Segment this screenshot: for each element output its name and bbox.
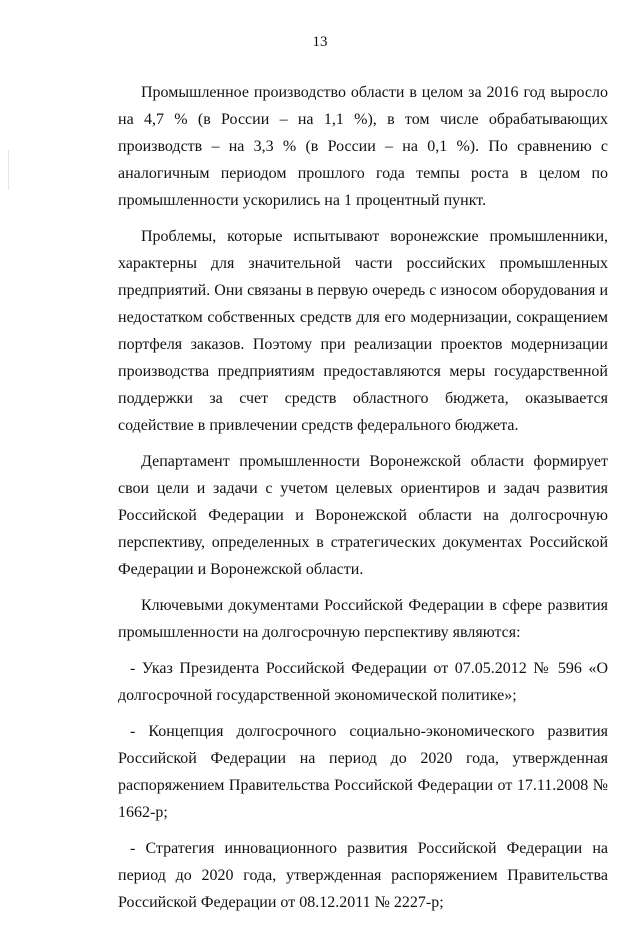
list-item-presidential-decree: - Указ Президента Российской Федерации от 07.05.2012 № 596 «О долгосрочной государственной экономической политике»; <box>118 660 608 704</box>
paragraph-industrial-growth: Промышленное производство области в целом за 2016 год выросло на 4,7 % (в России – на 1,1 %), в том числе обрабатывающих производств – на 3,3 % (в России – на 0,1 %). По сравнению с аналогичным периодом прошлого года темпы роста в целом по промышленности ускорились на 1 процентный пункт. <box>118 84 608 209</box>
list-item-innovation-strategy: - Стратегия инновационного развития Российской Федерации на период до 2020 года, утвержденная распоряжением Правительства Российской Федерации от 08.12.2011 № 2227-р; <box>118 840 608 911</box>
paragraph-problems: Проблемы, которые испытывают воронежские промышленники, характерны для значительной части российских промышленных предприятий. Они связаны в первую очередь с износом оборудования и недостатком собственных средств для его модернизации, сокращением портфеля заказов. Поэтому при реализации проектов модернизации производства предприятиям предоставляются меры государственной поддержки за счет средств областного бюджета, оказывается содействие в привлечении средств федерального бюджета. <box>118 228 608 434</box>
list-item-long-term-concept: - Концепция долгосрочного социально-экономического развития Российской Федерации на период до 2020 года, утвержденная распоряжением Правительства Российской Федерации от 17.11.2008 № 1662-р; <box>118 723 608 821</box>
document-body <box>118 79 608 925</box>
paragraph-key-documents-intro: Ключевыми документами Российской Федерации в сфере развития промышленности на долгосрочную перспективу являются: <box>118 597 608 641</box>
scan-margin-mark <box>8 150 9 190</box>
paragraph-department-goals: Департамент промышленности Воронежской области формирует свои цели и задачи с учетом целевых ориентиров и задач развития Российской Федерации и Воронежской области на долгосрочную перспективу, определенных в стратегических документах Российской Федерации и Воронежской области. <box>118 453 608 578</box>
page-number: 13 <box>312 34 328 50</box>
